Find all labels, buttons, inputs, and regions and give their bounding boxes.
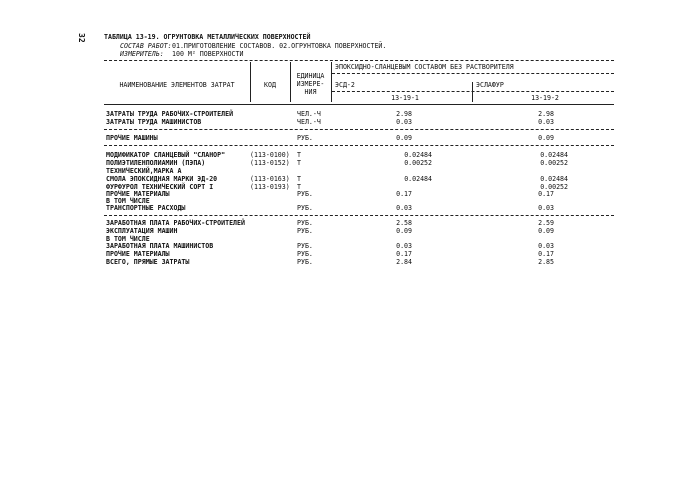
table-title: ТАБЛИЦА 13-19. ОГРУНТОВКА МЕТАЛЛИЧЕСКИХ ПОВЕРХНОСТЕЙ <box>104 33 311 41</box>
row-name: ТРАНСПОРТНЫЕ РАСХОДЫ <box>106 204 186 212</box>
row-unit: РУБ. <box>297 134 313 142</box>
header-unit-1: ЕДИНИЦА <box>296 72 325 80</box>
row-value-2: 0.09 <box>538 134 554 142</box>
row-value-2: 0.03 <box>538 204 554 212</box>
row-unit: Т <box>297 175 301 183</box>
row-name: ЗАРАБОТНАЯ ПЛАТА РАБОЧИХ-СТРОИТЕЛЕЙ <box>106 219 245 227</box>
header-divider-4 <box>472 82 473 102</box>
row-code: (113-0163) <box>250 175 290 183</box>
header-group-rule <box>332 73 614 74</box>
row-value-1: 0.00252 <box>404 159 432 167</box>
row-unit: РУБ. <box>297 242 313 250</box>
composition-label: СОСТАВ РАБОТ: <box>120 42 172 50</box>
header-divider-3 <box>331 62 332 102</box>
row-value-1: 0.09 <box>396 227 412 235</box>
row-name: В ТОМ ЧИСЛЕ <box>106 197 150 205</box>
header-sub-2: ЭСЛАФУР <box>476 81 504 89</box>
page-number: 32 <box>77 33 86 43</box>
row-unit: РУБ. <box>297 190 313 198</box>
row-value-1: 2.58 <box>396 219 412 227</box>
row-name: СМОЛА ЭПОКСИДНАЯ МАРКИ ЭД-20 <box>106 175 218 183</box>
row-name: ЗАРАБОТНАЯ ПЛАТА МАШИНИСТОВ <box>106 242 214 250</box>
meter-text: 100 М² ПОВЕРХНОСТИ <box>172 50 244 58</box>
row-name: ЭКСПЛУАТАЦИЯ МАШИН <box>106 227 178 235</box>
row-code: (113-0100) <box>250 151 290 159</box>
row-name: ТЕХНИЧЕСКИЙ,МАРКА А <box>106 167 182 175</box>
row-value-1: 0.03 <box>396 242 412 250</box>
row-name: ПРОЧИЕ МАШИНЫ <box>106 134 158 142</box>
section-rule <box>104 145 614 146</box>
row-name: В ТОМ ЧИСЛЕ <box>106 235 150 243</box>
row-unit: Т <box>297 151 301 159</box>
row-name: ПОЛИЭТИЛЕНПОЛИАМИН (ПЭПА) <box>106 159 206 167</box>
header-sub-1: ЭСД-2 <box>335 81 355 89</box>
row-value-2: 0.17 <box>538 190 554 198</box>
row-value-1: 2.98 <box>396 110 412 118</box>
composition-text: 01.ПРИГОТОВЛЕНИЕ СОСТАВОВ. 02.ОГРУНТОВКА ПОВЕРХНОСТЕЙ. <box>172 42 387 50</box>
row-value-1: 0.02484 <box>404 151 432 159</box>
row-name: ПРОЧИЕ МАТЕРИАЛЫ <box>106 190 170 198</box>
row-value-2: 0.02484 <box>540 175 568 183</box>
row-unit: РУБ. <box>297 227 313 235</box>
row-value-2: 0.09 <box>538 227 554 235</box>
header-code: КОД <box>264 81 276 89</box>
row-name: МОДИФИКАТОР СЛАНЦЕВЫЙ "СЛАНОР" <box>106 151 226 159</box>
header-unit-2: ИЗМЕРЕ- <box>296 80 325 88</box>
row-name: ЗАТРАТЫ ТРУДА РАБОЧИХ-СТРОИТЕЛЕЙ <box>106 110 234 118</box>
row-value-1: 0.17 <box>396 190 412 198</box>
section-rule <box>104 215 614 216</box>
header-sub-rule <box>332 91 614 92</box>
row-unit: РУБ. <box>297 250 313 258</box>
row-value-2: 0.00252 <box>540 159 568 167</box>
header-bottom-rule <box>104 104 614 105</box>
row-value-2: 2.59 <box>538 219 554 227</box>
row-unit: ЧЕЛ.-Ч <box>297 110 321 118</box>
row-value-1: 0.03 <box>396 204 412 212</box>
row-code: (113-0193) <box>250 183 290 191</box>
row-unit: Т <box>297 183 301 191</box>
row-unit: ЧЕЛ.-Ч <box>297 118 321 126</box>
header-name: НАИМЕНОВАНИЕ ЭЛЕМЕНТОВ ЗАТРАТ <box>119 81 235 89</box>
row-name: ВСЕГО, ПРЯМЫЕ ЗАТРАТЫ <box>106 258 190 266</box>
row-value-2: 0.02484 <box>540 151 568 159</box>
row-unit: РУБ. <box>297 204 313 212</box>
row-value-2: 0.03 <box>538 242 554 250</box>
row-unit: РУБ. <box>297 258 313 266</box>
row-value-1: 2.84 <box>396 258 412 266</box>
row-value-2: 0.17 <box>538 250 554 258</box>
row-value-1: 0.17 <box>396 250 412 258</box>
header-group: ЭПОКСИДНО-СЛАНЦЕВЫМ СОСТАВОМ БЕЗ РАСТВОРИТЕЛЯ <box>335 63 514 71</box>
header-col-2: 13-19-2 <box>531 94 559 102</box>
header-unit-3: НИЯ <box>304 88 317 96</box>
section-rule <box>104 129 614 130</box>
row-value-2: 2.98 <box>538 110 554 118</box>
row-code: (113-0152) <box>250 159 290 167</box>
row-name: ПРОЧИЕ МАТЕРИАЛЫ <box>106 250 170 258</box>
table-top-rule <box>104 60 614 61</box>
row-value-1: 0.09 <box>396 134 412 142</box>
row-value-2: 0.03 <box>538 118 554 126</box>
row-value-2: 2.85 <box>538 258 554 266</box>
row-value-2: 0.00252 <box>540 183 568 191</box>
row-name: ФУРФУРОЛ ТЕХНИЧЕСКИЙ СОРТ I <box>106 183 214 191</box>
row-value-1: 0.02484 <box>404 175 432 183</box>
meter-label: ИЗМЕРИТЕЛЬ: <box>120 50 164 58</box>
header-col-1: 13-19-1 <box>391 94 419 102</box>
row-name: ЗАТРАТЫ ТРУДА МАШИНИСТОВ <box>106 118 202 126</box>
row-value-1: 0.03 <box>396 118 412 126</box>
row-unit: Т <box>297 159 301 167</box>
row-unit: РУБ. <box>297 219 313 227</box>
